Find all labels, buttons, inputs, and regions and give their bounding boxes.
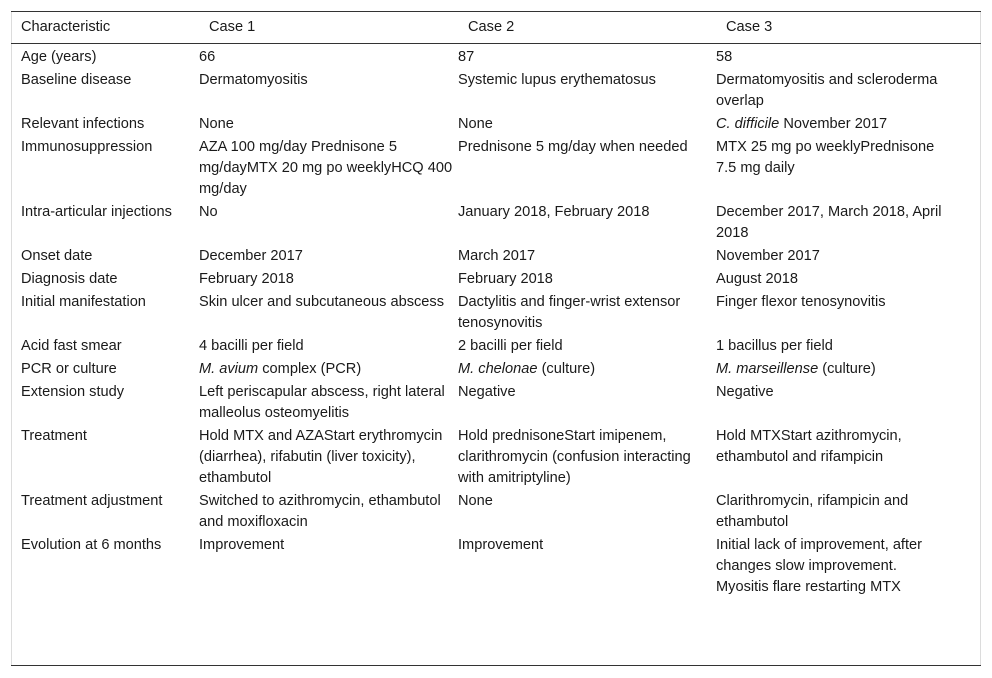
- case2-value: Systemic lupus erythematosus: [458, 72, 656, 88]
- table-header: [11, 11, 981, 43]
- table-row: [11, 246, 981, 269]
- case1-value: Left periscapular abscess, right lateral malleolus osteomyelitis: [199, 384, 445, 421]
- case3-value: Hold MTXStart azithromycin, ethambutol and rifampicin: [716, 428, 902, 465]
- table-row: [11, 336, 981, 359]
- bottom-rule: [11, 665, 981, 666]
- organism-name: M. chelonae: [458, 361, 538, 377]
- organism-name: M. avium: [199, 361, 259, 377]
- case1-value: Switched to azithromycin, ethambutol and moxifloxacin: [199, 493, 441, 530]
- case2-value: None: [458, 116, 493, 132]
- table-row: [11, 535, 981, 600]
- table-row: [11, 70, 981, 114]
- row-label: Age (years): [21, 49, 97, 65]
- case3-value: Clarithromycin, rifampicin and ethambutol: [716, 493, 909, 530]
- case2-value: March 2017: [458, 248, 536, 264]
- organism-name: M. marseillense: [716, 361, 819, 377]
- row-label: Baseline disease: [21, 72, 132, 88]
- table-row: [11, 137, 981, 202]
- case3-value: November 2017: [716, 248, 820, 264]
- row-label: Acid fast smear: [21, 338, 122, 354]
- row-label: Immunosuppression: [21, 139, 153, 155]
- header-case-3: Case 3: [726, 19, 773, 35]
- header-case-2: Case 2: [468, 19, 515, 35]
- case2-value: Prednisone 5 mg/day when needed: [458, 139, 688, 155]
- case1-value: Hold MTX and AZAStart erythromycin (diarrhea), rifabutin (liver toxicity), ethambutol: [199, 428, 443, 486]
- case3-value: Negative: [716, 384, 774, 400]
- case1-value: February 2018: [199, 271, 294, 287]
- case1-value: Dermatomyositis: [199, 72, 308, 88]
- case1-value: 66: [199, 49, 216, 65]
- case3-value: Finger flexor tenosynovitis: [716, 294, 886, 310]
- case1-value: 4 bacilli per field: [199, 338, 304, 354]
- row-label: Treatment adjustment: [21, 493, 163, 509]
- case3-value: December 2017, March 2018, April 2018: [716, 204, 942, 241]
- case2-value: Improvement: [458, 537, 544, 553]
- row-label: Evolution at 6 months: [21, 537, 162, 553]
- header-characteristic: Characteristic: [21, 19, 111, 35]
- case3-value: Initial lack of improvement, after changes slow improvement. Myositis flare restarting MTX: [716, 537, 923, 595]
- case1-value: No: [199, 204, 218, 220]
- case2-value: Dactylitis and finger-wrist extensor tenosynovitis: [458, 294, 681, 331]
- table-row: [11, 491, 981, 535]
- organism-name: C. difficile: [716, 116, 780, 132]
- row-label: Relevant infections: [21, 116, 145, 132]
- case2-value: M. chelonae (culture): [458, 361, 596, 377]
- case1-value: December 2017: [199, 248, 303, 264]
- case2-value: January 2018, February 2018: [458, 204, 650, 220]
- case2-value: None: [458, 493, 493, 509]
- case2-value: 2 bacilli per field: [458, 338, 563, 354]
- case3-value: MTX 25 mg po weeklyPrednisone 7.5 mg daily: [716, 139, 935, 176]
- case1-value: Skin ulcer and subcutaneous abscess: [199, 294, 445, 310]
- table-row: [11, 202, 981, 246]
- case2-value: Hold prednisoneStart imipenem, clarithromycin (confusion interacting with amitriptyline): [458, 428, 691, 486]
- row-label: Onset date: [21, 248, 93, 264]
- table-row: [11, 269, 981, 292]
- case2-value: Negative: [458, 384, 516, 400]
- case1-value: AZA 100 mg/day Prednisone 5 mg/dayMTX 20 mg po weeklyHCQ 400 mg/day: [199, 139, 453, 197]
- case3-value: Dermatomyositis and scleroderma overlap: [716, 72, 938, 109]
- row-label: Initial manifestation: [21, 294, 146, 310]
- row-label: PCR or culture: [21, 361, 117, 377]
- table-row: [11, 47, 981, 70]
- table-body: [11, 47, 981, 600]
- case3-value: August 2018: [716, 271, 798, 287]
- case3-value: 58: [716, 49, 733, 65]
- table-row: [11, 426, 981, 491]
- case2-value: 87: [458, 49, 475, 65]
- row-label: Diagnosis date: [21, 271, 118, 287]
- table-row: [11, 359, 981, 382]
- header-case-1: Case 1: [209, 19, 256, 35]
- row-label: Treatment: [21, 428, 87, 444]
- table-row: [11, 292, 981, 336]
- case3-value: M. marseillense (culture): [716, 361, 876, 377]
- row-label: Intra-articular injections: [21, 204, 172, 220]
- case1-value: None: [199, 116, 234, 132]
- case2-value: February 2018: [458, 271, 553, 287]
- table-row: [11, 382, 981, 426]
- case1-value: M. avium complex (PCR): [199, 361, 362, 377]
- table-row: [11, 114, 981, 137]
- row-label: Extension study: [21, 384, 125, 400]
- case1-value: Improvement: [199, 537, 285, 553]
- case3-value: 1 bacillus per field: [716, 338, 833, 354]
- case3-value: C. difficile November 2017: [716, 116, 888, 132]
- header-rule: [11, 43, 981, 44]
